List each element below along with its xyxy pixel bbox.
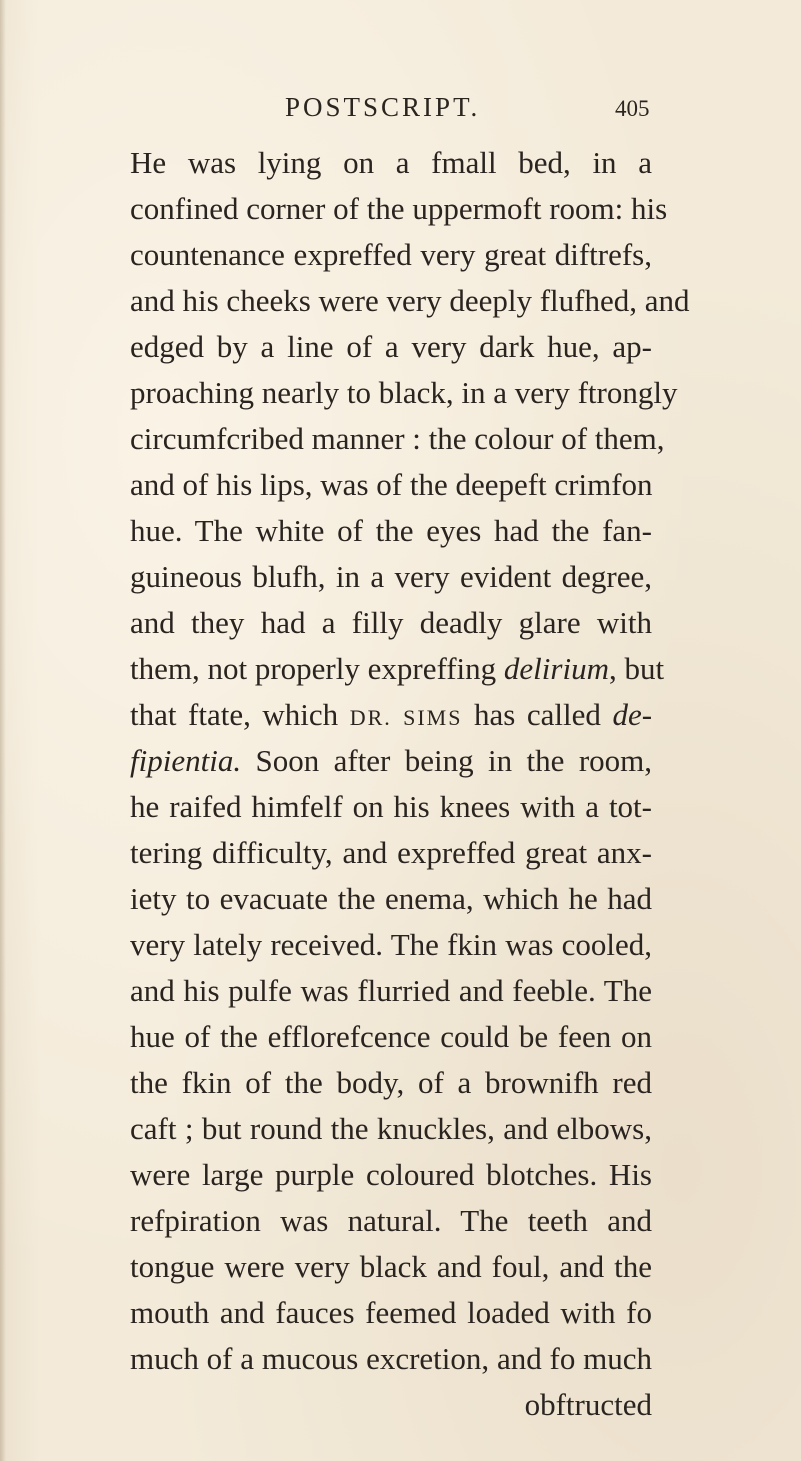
text-line: hue. The white of the eyes had the fan- — [130, 513, 652, 548]
text-line: circumfcribed manner : the colour of them, — [130, 421, 665, 456]
small-caps-name: DR. SIMS — [349, 705, 463, 730]
text-line: edged by a line of a very dark hue, ap- — [130, 329, 652, 364]
text-line: tongue were very black and foul, and the — [130, 1249, 652, 1284]
text-line: proaching nearly to black, in a very ftrongly — [130, 375, 678, 410]
page-gutter-shadow — [0, 0, 6, 1461]
text-run: , but — [608, 651, 665, 686]
text-line — [130, 738, 652, 784]
catchword-line: obftructed — [524, 1387, 652, 1422]
page-header — [0, 92, 801, 132]
text-line: refpiration was natural. The teeth and — [130, 1203, 652, 1238]
text-run: has called — [462, 697, 613, 732]
text-line: and of his lips, was of the deepeft crimfon — [130, 467, 653, 502]
text-line — [130, 646, 665, 692]
italic-word: fipientia. — [130, 743, 242, 778]
text-line: He was lying on a fmall bed, in a — [130, 145, 652, 180]
text-line: much of a mucous excretion, and fo much — [130, 1341, 652, 1376]
page-number: 405 — [615, 96, 650, 121]
text-line: mouth and fauces feemed loaded with fo — [130, 1295, 652, 1330]
text-line: countenance expreffed very great diftrefs, — [130, 237, 652, 272]
text-line: the fkin of the body, of a brownifh red — [130, 1065, 652, 1100]
text-line: tering difficulty, and expreffed great anx- — [130, 835, 652, 870]
text-line — [130, 692, 652, 738]
text-line: and his pulfe was flurried and feeble. The — [130, 973, 652, 1008]
text-line: and they had a filly deadly glare with — [130, 605, 652, 640]
text-line: he raifed himfelf on his knees with a tot- — [130, 789, 652, 824]
text-run: that ftate, which — [130, 697, 350, 732]
text-line: were large purple coloured blotches. His — [130, 1157, 652, 1192]
italic-word: delirium — [503, 651, 609, 686]
text-line: very lately received. The fkin was cooled, — [130, 927, 652, 962]
text-line: iety to evacuate the enema, which he had — [130, 881, 652, 916]
text-line: guineous blufh, in a very evident degree, — [130, 559, 652, 594]
text-run: Soon after being in the room, — [241, 743, 652, 778]
text-line: confined corner of the uppermoft room: his — [130, 191, 668, 226]
italic-word: de- — [612, 697, 653, 732]
running-head: POSTSCRIPT. — [285, 92, 481, 122]
text-run: them, not properly expreffing — [130, 651, 504, 686]
text-line: and his cheeks were very deeply flufhed, and — [130, 283, 690, 318]
text-line: caft ; but round the knuckles, and elbows, — [130, 1111, 652, 1146]
text-line: hue of the efflorefcence could be feen on — [130, 1019, 652, 1054]
